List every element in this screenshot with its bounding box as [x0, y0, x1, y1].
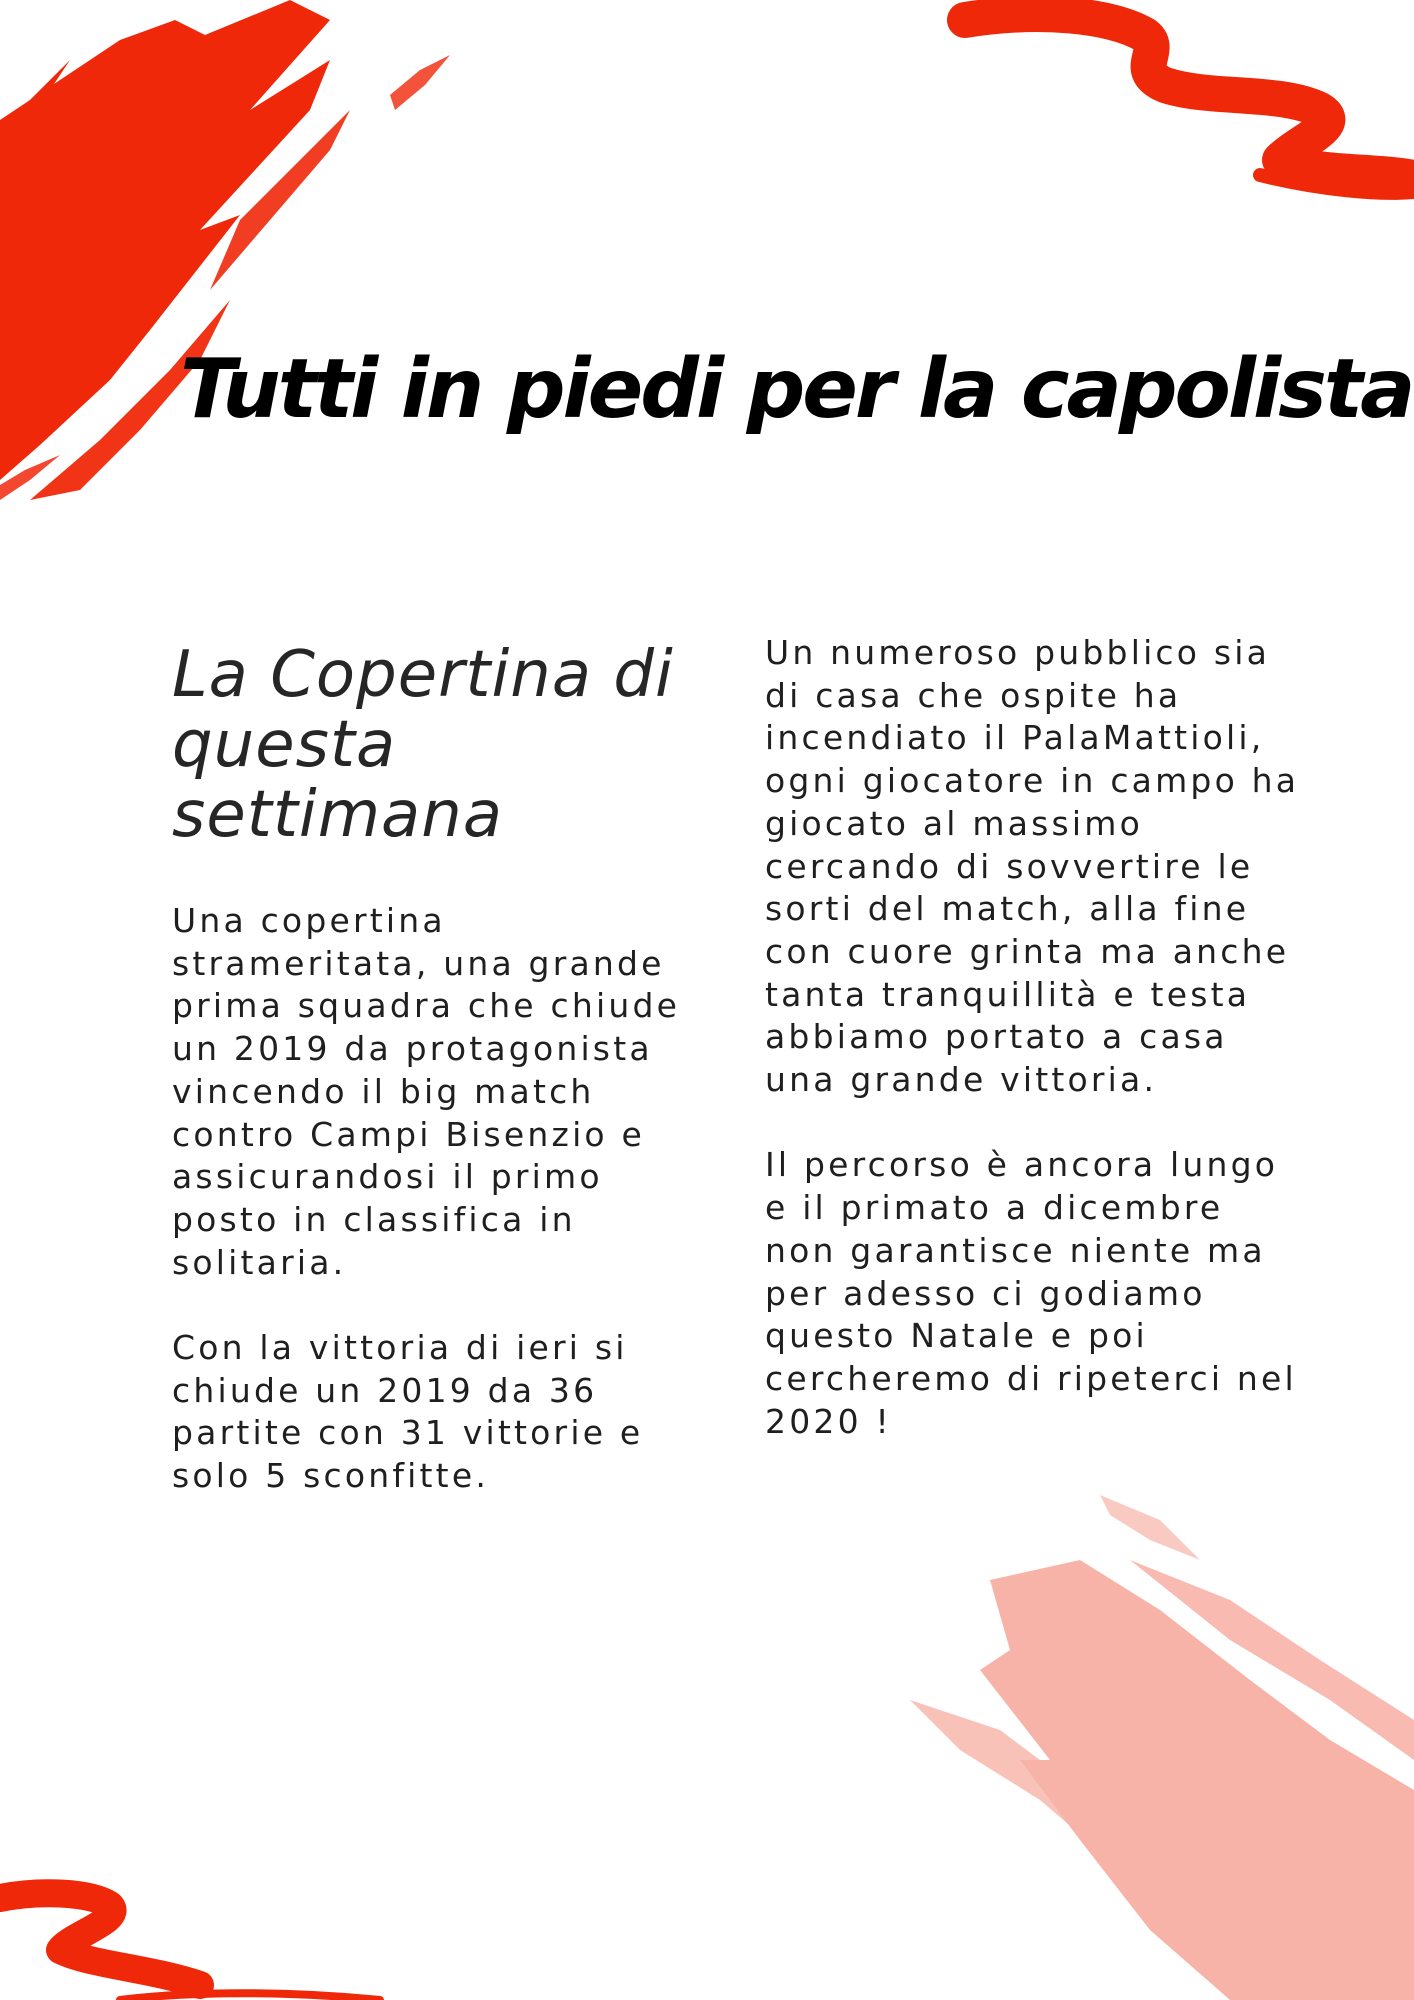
right-paragraph-1: Un numeroso pubblico sia di casa che ospite ha incendiato il PalaMattioli, ogni giocatore in campo ha giocato al massimo cercando di sovvertire le sorti del match, alla fine con cuore grinta ma anche tanta tranquillità e testa abbiamo portato a casa una grande vittoria. — [765, 633, 1300, 1100]
left-paragraph-2: Con la vittoria di ieri si chiude un 2019 da 36 partite con 31 vittorie e solo 5 sconfitte. — [172, 1328, 644, 1496]
brush-stroke-top-right — [965, 14, 1414, 193]
section-subtitle: La Copertina di questa settimana — [172, 638, 674, 852]
left-column — [172, 900, 692, 1498]
brush-stroke-bottom-right — [910, 1470, 1414, 2000]
right-paragraph-2: Il percorso è ancora lungo e il primato a dicembre non garantisce niente ma per adesso ci godiamo questo Natale e poi cercheremo di ripeterci nel 2020 ! — [765, 1145, 1297, 1441]
right-column — [765, 632, 1305, 1443]
brush-stroke-bottom-left — [0, 1893, 380, 2000]
left-paragraph-1: Una copertina strameritata, una grande prima squadra che chiude un 2019 da protagonista vincendo il big match contro Campi Bisenzio e assicurandosi il primo posto in classifica in solitaria. — [172, 901, 681, 1282]
page-title: Tutti in piedi per la capolista — [180, 342, 1413, 437]
